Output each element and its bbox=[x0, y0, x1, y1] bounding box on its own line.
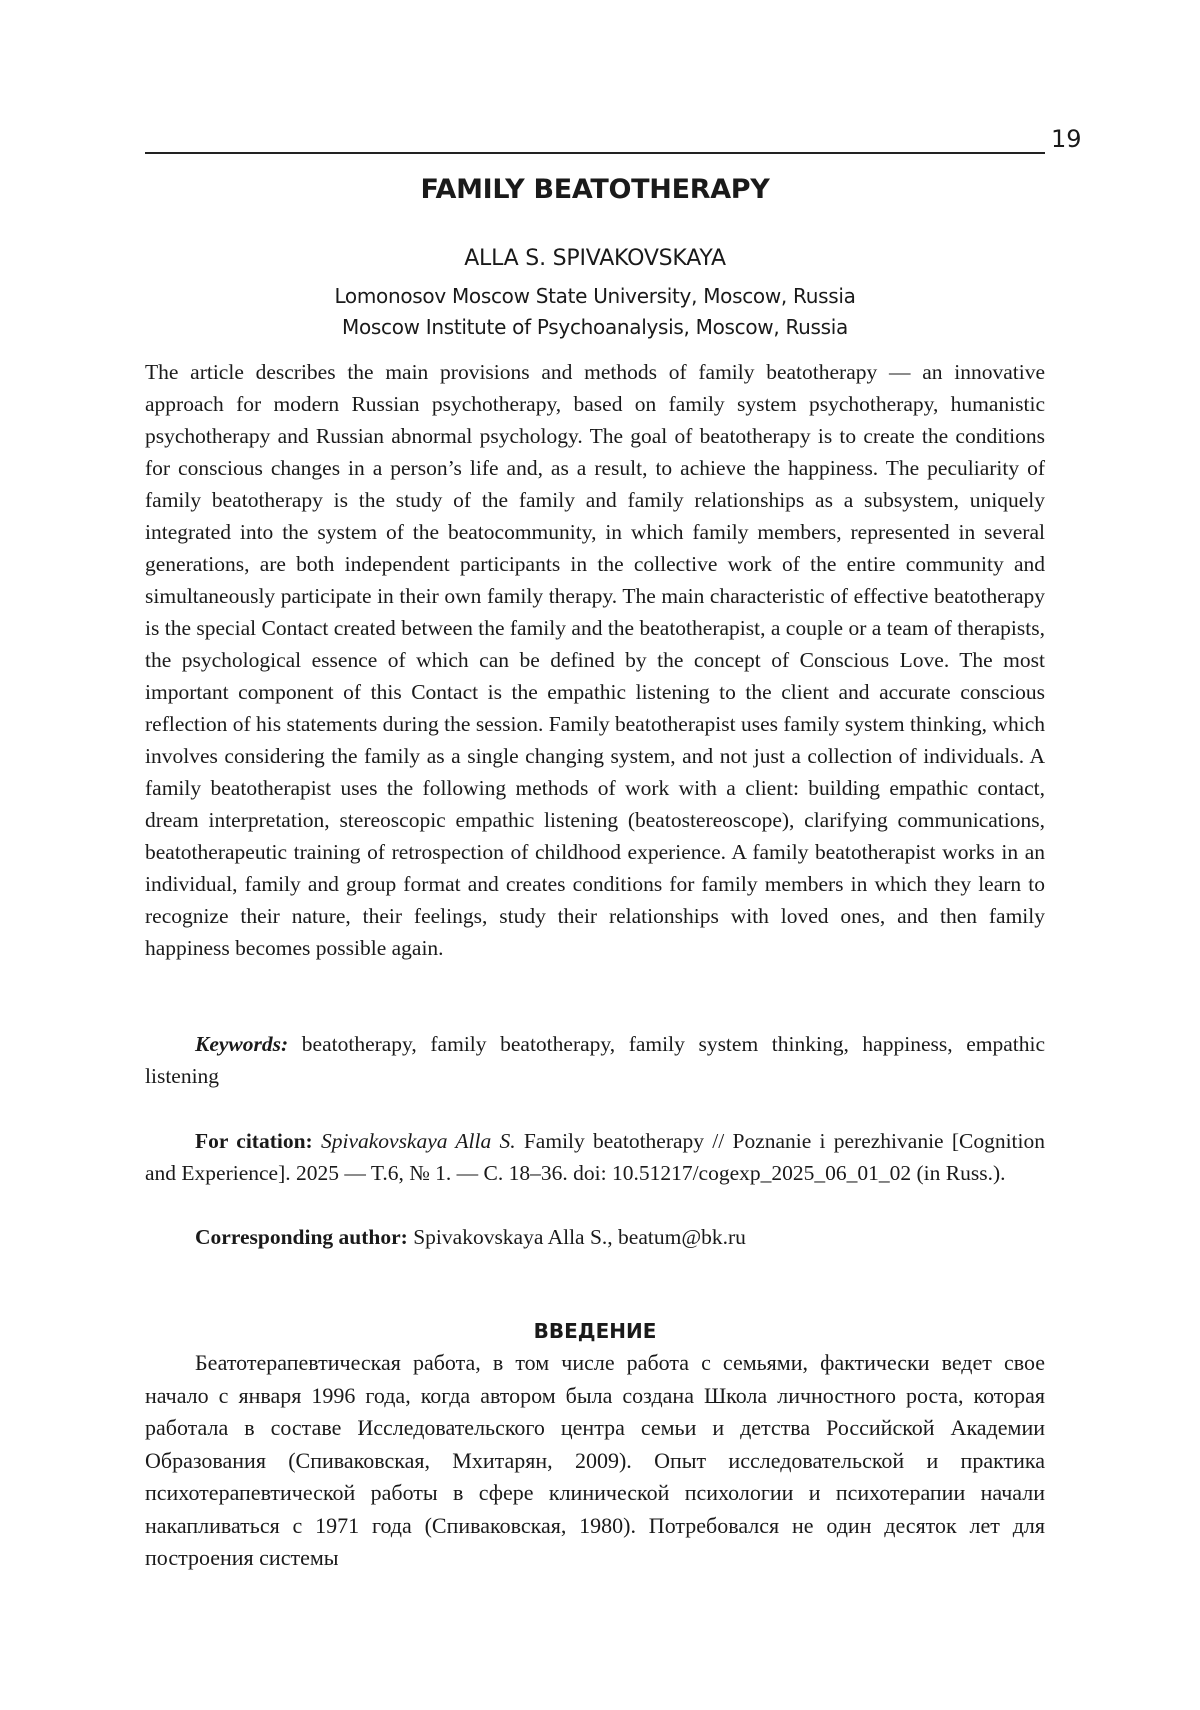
journal-page bbox=[145, 0, 1082, 1710]
introduction-text: Беатотерапевтическая работа, в том числе работа с семьями, фактически ведет свое начало с января 1996 года, когда автором была создана Школа личностного роста, которая работала в составе Исследовательского центра семьи и детства Российской Академии Образования (Спиваковская, Мхитарян, 2009). Опыт исследовательской и практика психотерапевтической работы в сфере клинической психологии и психотерапии начали накапливаться с 1971 года (Спиваковская, 1980). Потребовался не один десяток лет для построения системы bbox=[145, 1350, 1045, 1570]
keywords-text: beatotherapy, family beatotherapy, family system thinking, happiness, empathic listening bbox=[145, 1032, 1045, 1088]
keywords-label: Keywords: bbox=[195, 1032, 289, 1056]
article-author: ALLA S. SPIVAKOVSKAYA bbox=[464, 246, 726, 271]
introduction-heading: ВВЕДЕНИЕ bbox=[533, 1319, 657, 1343]
citation-text: Family beatotherapy // Poznanie i perezhivanie [Cognition and Experience]. 2025 — T.6, № 1. — С. 18–36. doi: 10.51217/cogexp_2025_06_01_02 (in Russ.). bbox=[145, 1129, 1046, 1185]
affiliation-1: Lomonosov Moscow State University, Moscow, Russia bbox=[334, 284, 856, 308]
abstract-text: The article describes the main provisions and methods of family beatotherapy — an innovative approach for modern Russian psychotherapy, based on family system psychotherapy, humanistic psychotherapy and Russian abnormal psychology. The goal of beatotherapy is to create the conditions for conscious changes in a person’s life and, as a result, to achieve the happiness. The peculiarity of family beatotherapy is the study of the family and family relationships as a subsystem, uniquely integrated into the system of the beatocommunity, in which family members, represented in several generations, are both independent participants in the collective work of the entire community and simultaneously participate in their own family therapy. The main characteristic of effective beatotherapy is the special Contact created between the family and the beatotherapist, a couple or a team of therapists, the psychological essence of which can be defined by the concept of Conscious Love. The most important component of this Contact is the empathic listening to the client and accurate conscious reflection of his statements during the session. Family beatotherapist uses family system thinking, which involves considering the family as a single changing system, and not just a collection of individuals. A family beatotherapist uses the following methods of work with a client: building empathic contact, dream interpretation, stereoscopic empathic listening (beatostereoscope), clarifying communications, beatotherapeutic training of retrospection of childhood experience. A family beatotherapist works in an individual, family and group format and creates conditions for family members in which they learn to recognize their nature, their feelings, study their relationships with loved ones, and then family happiness becomes possible again. bbox=[145, 360, 1045, 960]
header-rule bbox=[145, 152, 1045, 154]
author-affiliations bbox=[145, 281, 1045, 343]
corresponding-author-label: Corresponding author: bbox=[195, 1225, 408, 1249]
citation-author: Spivakovskaya Alla S. bbox=[320, 1129, 516, 1153]
page-number: 19 bbox=[1051, 125, 1082, 153]
citation-label: For citation: bbox=[195, 1129, 313, 1153]
corresponding-author-text: Spivakovskaya Alla S., beatum@bk.ru bbox=[413, 1225, 746, 1249]
affiliation-2: Moscow Institute of Psychoanalysis, Moscow, Russia bbox=[341, 315, 849, 339]
citation-paragraph bbox=[145, 1125, 1045, 1189]
corresponding-author-paragraph bbox=[145, 1221, 1045, 1253]
keywords-paragraph bbox=[145, 1028, 1045, 1092]
article-title: FAMILY BEATOTHERAPY bbox=[420, 174, 770, 205]
